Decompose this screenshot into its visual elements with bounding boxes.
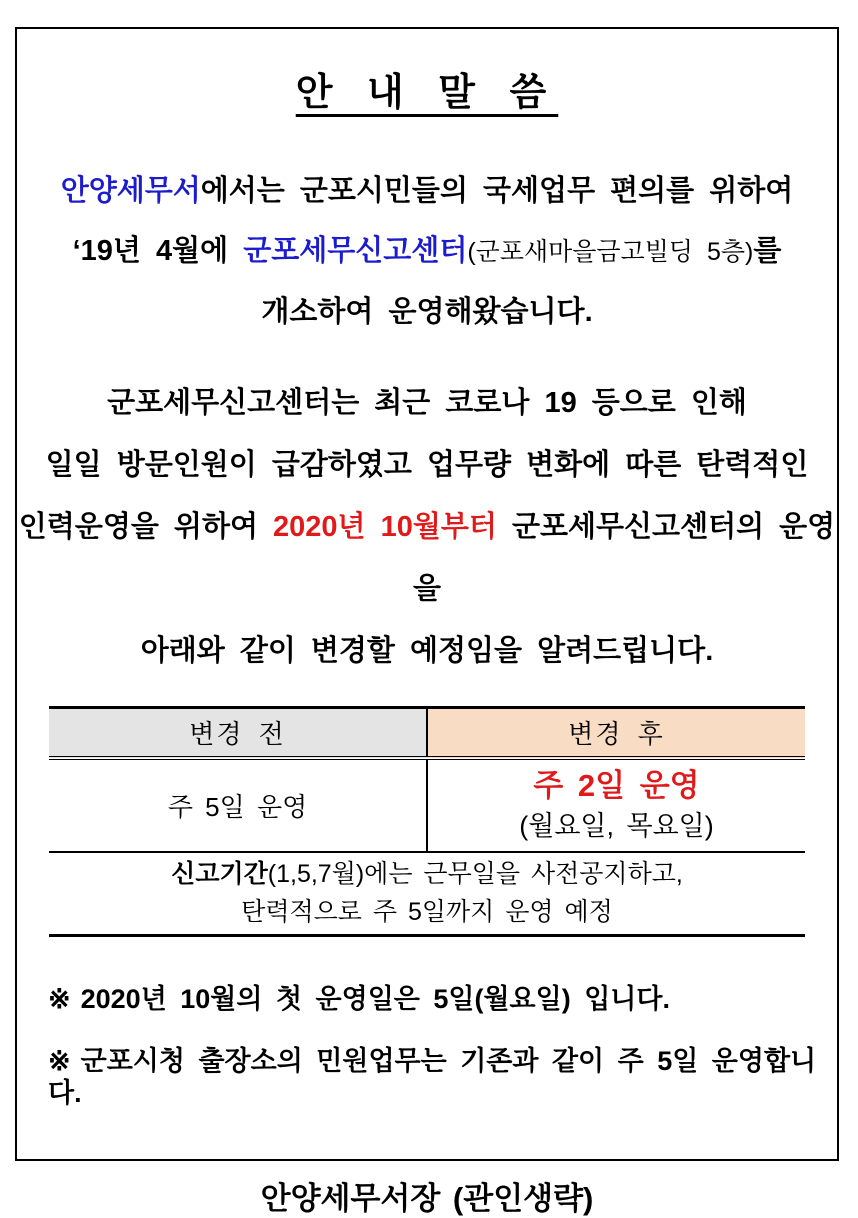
after-value-days: (월요일, 목요일): [428, 807, 805, 845]
body-line-3: 인력운영을 위하여 2020년 10월부터 군포세무신고센터의 운영을: [17, 496, 837, 620]
before-value-cell: 주 5일 운영: [49, 758, 427, 852]
table-value-row: [49, 758, 805, 852]
intro-line-3: 개소하여 운영해왔습니다.: [17, 282, 837, 342]
footnote-1: ※ 2020년 10월의 첫 운영일은 5일(월요일) 입니다.: [48, 983, 837, 1015]
body-line-2: 일일 방문인원이 급감하였고 업무량 변화에 따른 탄력적인: [17, 434, 837, 496]
reference-mark-icon: ※: [48, 984, 71, 1014]
body-line-4: 아래와 같이 변경할 예정임을 알려드립니다.: [17, 620, 837, 682]
office-name-highlight: 안양세무서: [61, 175, 201, 207]
building-note: (군포새마을금고빌딩 5층): [467, 238, 753, 266]
table-note-row: [49, 852, 805, 936]
after-value-main: 주 2일 운영: [428, 765, 805, 807]
footnotes: [17, 983, 837, 1109]
date-highlight: 2020년 10월부터: [273, 511, 497, 543]
footnote-2: ※ 군포시청 출장소의 민원업무는 기존과 같이 주 5일 운영합니다.: [48, 1045, 837, 1109]
document-page: [15, 27, 839, 1161]
body-line-1: 군포세무신고센터는 최근 코로나 19 등으로 인해: [17, 372, 837, 434]
intro-line-2: ‘19년 4월에 군포세무신고센터(군포새마을금고빌딩 5층)를: [17, 221, 837, 282]
header-before-change: 변경 전: [49, 708, 427, 758]
header-after-change: 변경 후: [427, 708, 805, 758]
intro-line-1: 안양세무서에서는 군포시민들의 국세업무 편의를 위하여: [17, 161, 837, 221]
reference-mark-icon: ※: [48, 1046, 71, 1076]
page-title: 안 내 말 씀: [17, 71, 837, 115]
table-note-cell: 신고기간(1,5,7월)에는 근무일을 사전공지하고, 탄력적으로 주 5일까지 운영 예정: [49, 852, 805, 936]
after-value-cell: [427, 758, 805, 852]
center-name-highlight: 군포세무신고센터: [243, 235, 467, 267]
table-header-row: [49, 708, 805, 758]
note-emphasis: 신고기간: [171, 860, 268, 888]
change-table: [49, 706, 805, 937]
intro-paragraph: [17, 161, 837, 342]
signature-line: 안양세무서장 (관인생략): [17, 1173, 837, 1218]
body-paragraph: [17, 372, 837, 682]
